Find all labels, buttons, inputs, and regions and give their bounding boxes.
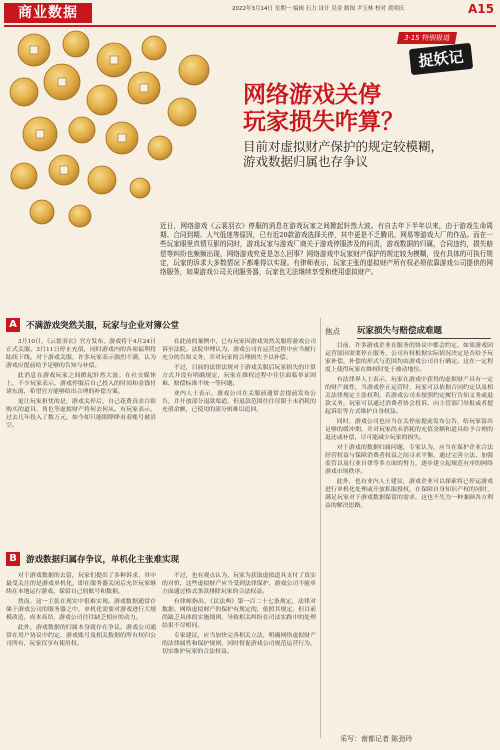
headline-line-1: 网络游戏关停 bbox=[243, 82, 381, 108]
headline bbox=[243, 82, 493, 169]
section-b-heading bbox=[6, 552, 316, 568]
subtitle-line-1: 目前对虚拟财产保护的规定较模糊， bbox=[243, 139, 444, 154]
paragraph: 同时，游戏公司也应当在关停前提前发布公告，给玩家留出足够的缓冲期，并对玩家尚未消耗的充值金额和道具给予合理的退还或补偿，尽可能减少玩家的损失。 bbox=[325, 419, 493, 441]
section-a-column-1 bbox=[6, 338, 156, 543]
header-rule bbox=[4, 25, 496, 27]
paragraph: 专家建议，应当加快完善相关立法，明确网络虚拟财产的法律属性和保护规则，同时督促游戏公司规范运营行为，切实维护玩家的合法权益。 bbox=[162, 633, 316, 655]
badge-ribbon: 3·15 特别报道 bbox=[397, 32, 457, 44]
section-b-column-2 bbox=[162, 572, 316, 744]
badge-title: 捉妖记 bbox=[409, 43, 473, 75]
paragraph: 目前，许多游戏企业在服务的协议中都会约定，如果游戏因运营原因需要停止服务，公司有权根据实际情况决定是否给予玩家补偿，补偿的形式与范围均由游戏公司自行确定。这在一定程度上使得玩家在维权时处于被动地位。 bbox=[325, 343, 493, 373]
paragraph: 有律师指出，《民法典》第一百二十七条规定，法律对数据、网络虚拟财产的保护有规定的，依照其规定。但目前尚缺乏具体的实施细则，导致相关纠纷在司法实践中的处理结果不尽相同。 bbox=[162, 599, 316, 629]
paragraph: 对于游戏数据的去留，玩家们提出了多种诉求，其中最受关注的是游戏单机化，即在服务器关闭后允许玩家继续在本地运行游戏，保留自己的账号和数据。 bbox=[6, 573, 156, 595]
paragraph: 在此前的案例中，已有玩家因游戏突然关服将游戏公司诉至法院。法院审理认为，游戏公司在运营过程中应当履行充分的告知义务，并对玩家的合理损失予以补偿。 bbox=[162, 339, 316, 361]
page-header bbox=[0, 0, 500, 26]
headline-subtitle bbox=[243, 139, 493, 169]
headline-title bbox=[243, 82, 493, 136]
dateline: 2022年3月14日 星期一 编辑 石力 设计 吴金 制图 尹玉林 校对 黄明庆 bbox=[232, 6, 405, 12]
subtitle-line-2: 游戏数据归属也存争议 bbox=[243, 154, 369, 169]
section-b-letter: B bbox=[6, 552, 20, 566]
section-tag: 商业数据 bbox=[4, 3, 92, 23]
focus-body bbox=[325, 342, 493, 730]
section-a-column-2 bbox=[162, 338, 316, 543]
paragraph: 不过，目前的法律法规对于游戏关服后玩家损失的计算方式并没有明确规定，玩家在维权过程中往往面临举证困难、赔偿标准不统一等问题。 bbox=[162, 365, 316, 387]
focus-title: 玩家损失与赔偿成难题 bbox=[357, 324, 491, 339]
section-a-title: 不满游戏突然关服，玩家与企业对簿公堂 bbox=[26, 321, 180, 331]
paragraph: 有法律界人士表示，玩家在游戏中获得的虚拟财产具有一定的财产属性，当游戏停止运营时，玩家可以依据合同约定以及相关法律规定主张权利。若游戏公司未按照约定履行告知义务或退款义务，玩家可以通过消费者协会投诉、向主管部门举报或者提起诉讼等方式维护自身权益。 bbox=[325, 377, 493, 415]
section-b-title: 游戏数据归属存争议，单机化主张难实现 bbox=[26, 555, 180, 565]
paragraph: 更让玩家担忧的是，游戏关停后，自己花费真金白银购买的道具、角色等虚拟财产将何去何从。有玩家表示，过去几年投入了数万元，如今却只能眼睁睁看着账号被清空。 bbox=[6, 399, 156, 429]
paragraph: 此外，也有业内人士建议，游戏企业可以探索将已停运游戏进行单机化处理或开放私服授权，在保障自身知识产权的同时，满足玩家对于游戏数据保留的需求，这也不失为一种兼顾各方利益的解决思路。 bbox=[325, 479, 493, 509]
special-report-badge bbox=[380, 30, 495, 85]
focus-label: 焦点 bbox=[325, 327, 340, 336]
section-b-column-1 bbox=[6, 572, 156, 744]
paragraph: 不过，也有观点认为，玩家为获取虚拟道具支付了真实的对价，这些虚拟财产应当受到法律保护，游戏公司不能单方面通过格式条款排除玩家的合法权益。 bbox=[162, 573, 316, 595]
paragraph: 此消息在游戏玩家之间掀起轩然大波。在社交媒体上，不少玩家表示，游戏停服后自己投入的时间和金钱付诸东流，希望官方能够给出合理的补偿方案。 bbox=[6, 373, 156, 395]
lead-paragraph: 近日，网络游戏《云裳羽衣》停服的消息在游戏玩家之间掀起轩然大波。有自去年下半年以来，由于游戏生命周期、合同到期、人气低迷等原因，已有近20款游戏选择关停，其中更是不乏腾讯、网易等游戏大厂的作品。而在一些玩家眼里真情互影的同时，游戏玩家与游戏厂商关于游戏停服涉及的问责，游戏数据的归属，合同违约，损失赔偿等纠纷也频频出现，网络游戏究竟是怎么回事？网络游戏中玩家财产保护的规定较为模糊，没有具体的可执行规定，玩家的诉求大多数情况下都难得以实现。有律师表示，玩家主张的虚拟财产所有权必须依靠游戏公司提供的网络服务，如果游戏公司关闭服务器，玩家也无法继续享受和使用虚拟财产。 bbox=[160, 222, 493, 277]
section-a-heading bbox=[6, 318, 316, 334]
byline: 采写：南都记者 陈劲玲 bbox=[340, 735, 413, 743]
section-a-letter: A bbox=[6, 318, 20, 332]
paragraph: 3月10日，《云裳羽衣》官方发布，游戏将于4月24日正式关服，3月11日停止充值，同时游戏内的各项福利将陆续下线。对于游戏关服，许多玩家表示强烈不满，认为游戏应提前给予足够的告知与补偿。 bbox=[6, 339, 156, 369]
paragraph: 对于游戏的数据归属问题，专家认为，应当在保护企业合法经营权益与保障消费者权益之间寻求平衡，通过完善立法、加强监管以及行业自律等多方面的努力，逐步建立起规范有序的网络游戏市场秩序。 bbox=[325, 445, 493, 475]
paragraph: 然而，这一主张在现实中很难实现。游戏数据通常存储于游戏公司的服务器之中，单机化需要对游戏进行大规模改造，成本高昂，游戏公司往往缺乏相应的动力。 bbox=[6, 599, 156, 621]
page-number: A15 bbox=[468, 2, 494, 16]
paragraph: 业内人士表示，游戏公司在关服前通常会提前发布公告，并开放部分退款渠道，但退款范围往往仅限于未消耗的充值余额，已使用的部分则难以追回。 bbox=[162, 391, 316, 413]
paragraph: 此外，游戏数据的归属本身就存在争议。游戏公司通常在用户协议中约定，游戏账号及相关数据的所有权归公司所有，玩家仅享有使用权。 bbox=[6, 625, 156, 647]
column-divider bbox=[320, 318, 321, 738]
headline-line-2: 玩家损失咋算？ bbox=[243, 109, 404, 135]
